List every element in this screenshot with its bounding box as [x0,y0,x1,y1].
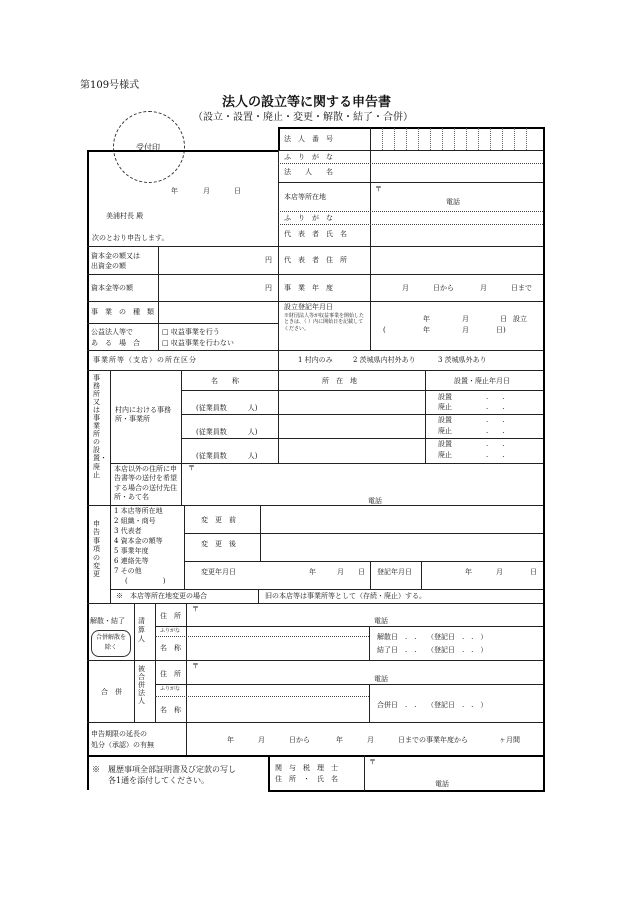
corp-number-label: 法 人 番 号 [284,135,333,143]
change-month: 月 [337,568,344,576]
old-hq-note: 旧の本店等は事業所等として（存続・廃止）する。 [265,592,426,600]
date-month: 月 [203,187,210,195]
side-divider [110,370,111,603]
form-number: 第109号様式 [80,80,140,91]
reg-day: 日 [500,315,507,323]
cell-divider [502,128,503,150]
registration-date-label: 設立登記年月日 [284,303,333,311]
hr-full [87,505,543,506]
hr-full [87,370,543,371]
divider [186,603,187,660]
hr [278,246,543,247]
divider-label-value [370,127,371,350]
col-name-header: 名 称 [211,377,239,385]
ext-until-fy: 日までの事業年度から [398,736,468,744]
divider [184,505,185,589]
cell-divider [454,128,455,150]
divider [155,660,156,722]
yen-1: 円 [265,256,272,264]
establish-2: 設置 [438,416,452,424]
frame-bottom [268,790,545,792]
divider [186,722,187,755]
reg-month: 月 [462,315,469,323]
cell-divider [406,128,407,150]
hq-change-note: ※ 本店等所在地変更の場合 [116,592,207,600]
reg-month-2: 月 [462,326,469,334]
hr-full [87,755,545,757]
hr [181,414,543,415]
cell-divider [478,128,479,150]
reg-day-2: 日) [496,326,506,334]
fy-month-1: 月 [402,284,409,292]
divider [421,561,422,589]
reg-year: 年 [423,315,430,323]
capital-label-2: 出資金の額 [91,262,126,270]
change-item-1: 1 本店等所在地 [114,507,163,515]
page-subtitle: （設立・設置・廃止・変更・解散・結了・合併） [193,112,413,123]
abolish-2: 廃止 [438,427,452,435]
phone-label: 電話 [446,198,460,206]
establish-3: 設置 [438,440,452,448]
cell-divider [514,128,515,150]
dots-3a: . . [486,440,505,448]
mer-address-label: 住 所 [160,670,181,678]
divider-mid [278,150,279,350]
liq-postal: 〒 [192,605,199,613]
hr [87,246,278,247]
mer-phone: 電話 [374,675,388,683]
footer-note-2: 各1通を添付してください。 [108,776,210,785]
hr [87,274,278,275]
date-day: 日 [234,187,241,195]
conclude-date: 結了日 . . （登記日 . . ） [377,646,488,654]
public-label-1: 公益法人等で [91,328,133,336]
change-item-3: 3 代表者 [114,527,142,535]
change-day: 日 [358,568,365,576]
divider [258,589,259,603]
mer-postal: 〒 [192,662,199,670]
hr-dotted [278,211,543,212]
office-side-label: 事務所又は事業所の設置・廃止 [93,374,107,479]
divider [268,755,270,791]
hr-full [87,350,543,351]
hr [184,561,543,562]
public-option-1[interactable]: □ 収益事業を行う [162,328,220,336]
change-item-other: ( ) [125,577,166,585]
page-title: 法人の設立等に関する申告書 [222,95,392,110]
fy-month-2: 月 [480,284,487,292]
reg-day-c: 日 [530,568,537,576]
extension-label-1: 申告期限の延長の [91,730,147,738]
reg-paren-open: ( [383,326,386,334]
reg-date-label: 登記年月日 [377,568,412,576]
public-option-2[interactable]: □ 収益事業を行わない [162,339,234,347]
hr [87,323,278,324]
ext-year-2: 年 [336,736,343,744]
change-side-label: 申告事項の変更 [93,520,100,579]
dots-1b: . . [486,403,505,411]
reg-month-c: 月 [496,568,503,576]
class-option-3: 3 茨城県外あり [438,356,487,364]
cell-divider [466,128,467,150]
col-date-header: 設置・廃止年月日 [454,377,510,385]
merge-date: 合併日 . . （登記日 . . ） [377,701,488,709]
frame-top-left [87,150,278,152]
hr-dotted [155,636,369,637]
hr [278,301,543,302]
dots-1a: . . [486,393,505,401]
reg-year-c: 年 [465,568,472,576]
after-label: 変 更 後 [201,540,236,548]
hr [278,274,543,275]
yen-2: 円 [265,284,272,292]
hr-dotted [278,163,543,164]
class-option-1: 1 村内のみ [298,356,333,364]
hr [184,533,543,534]
hr [181,390,543,391]
fy-from: 日から [433,284,454,292]
liquidator-label: 清算人 [138,617,145,644]
divider [278,370,279,463]
ext-from: 日から [289,736,310,744]
merger-dissolve-label: 合併解散を除く [95,634,126,651]
divider [425,370,426,463]
corp-name-label: 法 人 名 [284,168,333,176]
class-option-2: 2 茨城県内村外あり [353,356,416,364]
in-village-label: 村内における事務所・事業所 [115,406,171,423]
change-item-7: 7 その他 [114,567,142,575]
extension-label-2: 処分（承認）の有無 [91,741,154,749]
tax-postal: 〒 [369,758,376,766]
merger-label: 合 併 [101,688,122,696]
public-label-2: あ る 場 合 [91,339,140,347]
change-item-5: 5 事業年度 [114,547,149,555]
establish-1: 設置 [438,393,452,401]
tax-accountant-label-1: 関 与 税 理 士 [275,764,338,772]
cell-divider [526,128,527,150]
notice-text: 次のとおり申告します。 [92,234,169,242]
dots-2a: . . [486,416,505,424]
mer-name-label: 名 称 [160,706,181,714]
divider [134,660,135,722]
hr [155,684,543,685]
hr [110,463,543,464]
date-year: 年 [171,187,178,195]
hr [155,626,543,627]
employees-3: (従業員数 人) [196,452,258,460]
mailing-label: 本店以外の住所に申告書等の送付を希望する場合の送付先住所・あて名 [114,465,177,502]
dissolve-date: 解散日 . . （登記日 . . ） [377,633,488,641]
tax-accountant-label-2: 住 所 ・ 氏 名 [275,775,338,783]
reg-year-2: 年 [423,326,430,334]
before-label: 変 更 前 [201,516,236,524]
cell-divider [394,128,395,150]
stamp-label: 受付印 [136,143,160,152]
hr [87,301,278,302]
cell-divider [490,128,491,150]
capital-label-1: 資本金の額又は [91,252,140,260]
divider [134,603,135,660]
frame-right [543,127,545,791]
change-date-label: 変更年月日 [201,568,236,576]
divider [186,660,187,722]
employees-2: (従業員数 人) [196,428,258,436]
abolish-3: 廃止 [438,451,452,459]
hr [181,438,543,439]
rep-address-label: 代 表 者 住 所 [284,256,347,264]
hr [278,182,543,183]
dots-3b: . . [486,451,505,459]
divider [369,684,370,722]
merged-corp-label: 被合併法人 [138,665,145,706]
rep-name-label: 代 表 者 氏 名 [284,230,347,238]
capital-amount-label: 資本金等の額 [91,284,133,292]
hr [278,150,543,151]
abolish-1: 廃止 [438,403,452,411]
mailing-phone: 電話 [368,497,382,505]
hr-dotted [155,696,369,697]
hr-full [87,722,543,723]
dissolution-label: 解散・結了 [90,617,125,625]
reg-established: 設立 [513,315,527,323]
fy-until: 日まで [511,284,532,292]
mer-furigana-label: ふりがな [160,686,181,692]
ext-months: ヶ月間 [499,736,520,744]
tax-phone: 電話 [435,780,449,788]
addressee: 美浦村長 殿 [106,212,144,220]
divider [364,755,365,791]
col-address-header: 所 在 地 [322,377,357,385]
cell-divider [418,128,419,150]
divider [369,626,370,660]
frame-top-right [278,127,545,129]
business-type-label: 事 業 の 種 類 [91,308,154,316]
divider [370,561,371,589]
mailing-postal: 〒 [188,464,195,472]
dots-2b: . . [486,427,505,435]
footer-note-1: ※ 履歴事項全部証明書及び定款の写し [92,765,236,774]
ext-year-1: 年 [227,736,234,744]
frame-step [278,127,280,150]
hr [110,589,543,590]
ext-month-2: 月 [367,736,374,744]
fiscal-year-label: 事 業 年 度 [284,284,333,292]
divider [155,603,156,660]
change-item-2: 2 組織・商号 [114,517,156,525]
office-class-label: 事業所等（支店）の所在区分 [93,356,197,364]
cell-divider [442,128,443,150]
liq-address-label: 住 所 [160,612,181,620]
ext-month-1: 月 [258,736,265,744]
employees-1: (従業員数 人) [196,404,258,412]
hq-address-label: 本店等所在地 [284,193,326,201]
hr-dotted [278,224,543,225]
liq-phone: 電話 [374,617,388,625]
registration-note: ※財団法人等が収益事業を開始したときは、（ ）内に開始日を記載してください。 [284,313,365,332]
liq-furigana-label: ふりがな [160,628,181,634]
liq-name-label: 名 称 [160,644,181,652]
cell-divider [382,128,383,150]
furigana-label-2: ふ り が な [284,214,333,222]
divider [158,246,159,350]
furigana-label: ふ り が な [284,153,333,161]
cell-divider [430,128,431,150]
change-item-6: 6 連絡先等 [114,557,149,565]
change-year: 年 [309,568,316,576]
postal-mark: 〒 [375,185,382,193]
change-item-4: 4 資本金の額等 [114,537,163,545]
divider [278,350,279,370]
